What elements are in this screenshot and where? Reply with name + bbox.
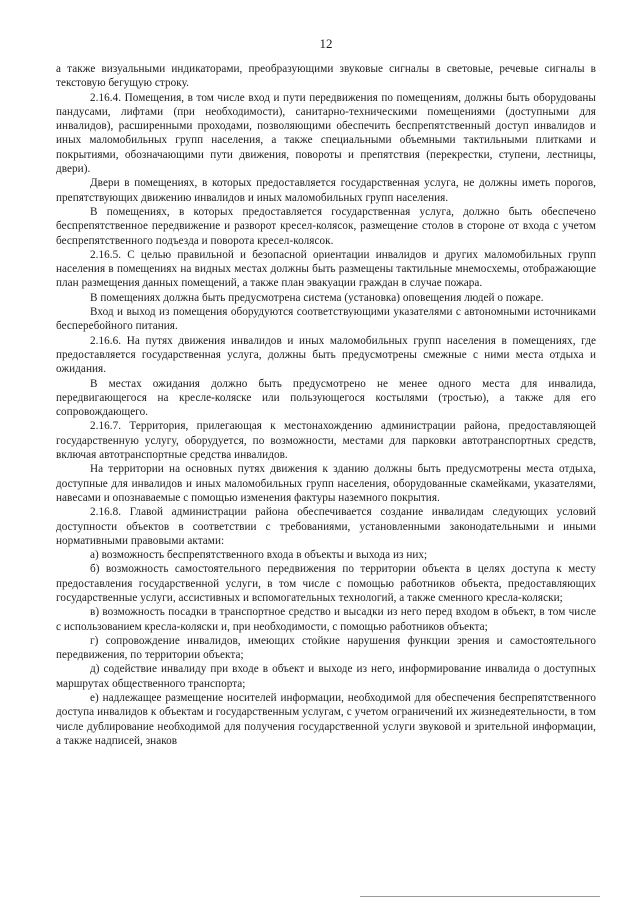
paragraph-wheelchair-movement: В помещениях, в которых предоставляется государственная услуга, должно быть обеспечено беспрепятственное передвижение и разворот кресел-колясок, размещение столов в стороне от входа с учетом беспрепятственного подъезда и поворота кресел-колясок.: [56, 205, 596, 247]
list-item-d: д) содействие инвалиду при входе в объект и выходе из него, информирование инвалида о доступных маршрутах общественного транспорта;: [56, 663, 596, 690]
list-item-e: е) надлежащее размещение носителей информации, необходимой для обеспечения беспрепятственного доступа инвалидов к объектам и государственным услугам, с учетом ограничений их жизнедеятельности, в том числе дублирование необходимой для получения государственной услуги звуковой и зрительной информации, а также надписей, знаков: [56, 692, 596, 747]
paragraph-2-16-5: 2.16.5. С целью правильной и безопасной ориентации инвалидов и других маломобильных групп населения в помещениях на видных местах должны быть размещены тактильные мнемосхемы, отображающие план размещения данных помещений, а также план эвакуации граждан в случае пожара.: [56, 248, 596, 290]
list-item-g: г) сопровождение инвалидов, имеющих стойкие нарушения функции зрения и самостоятельного передвижения, по территории объекта;: [56, 634, 596, 662]
document-page: [56, 36, 596, 748]
paragraph-2-16-4: 2.16.4. Помещения, в том числе вход и пути передвижения по помещениям, должны быть оборудованы пандусами, лифтами (при необходимости), санитарно-техническими помещениями (доступными для инвалидов), расширенными проходами, позволяющими обеспечить беспрепятственный доступ инвалидов и иных маломобильных групп населения, а также специальными объемными тактильными плитками и покрытиями, обозначающими пути движения, повороты и препятствия (перекрестки, ступени, лестницы, двери).: [56, 91, 596, 176]
paragraph-territory-rest-places: На территории на основных путях движения к зданию должны быть предусмотрены места отдыха, доступные для инвалидов и иных маломобильных групп населения, оборудованные скамейками, указателями, навесами и опознаваемые с помощью изменения фактуры наземного покрытия.: [56, 463, 596, 504]
paragraph-waiting-places: В местах ожидания должно быть предусмотрено не менее одного места для инвалида, передвигающегося на кресле-коляске или пользующегося костылями (тростью), а также для его сопровождающего.: [56, 377, 596, 419]
paragraph-entrance-exit: Вход и выход из помещения оборудуются соответствующими указателями с автономными источниками бесперебойного питания.: [56, 306, 596, 333]
paragraph-fire-alert: В помещениях должна быть предусмотрена система (установка) оповещения людей о пожаре.: [90, 291, 544, 304]
paragraph-doors: Двери в помещениях, в которых предоставляется государственная услуга, не должны иметь порогов, препятствующих движению инвалидов и иных маломобильных групп населения.: [56, 177, 596, 204]
page-number: 12: [319, 36, 333, 51]
paragraph-2-16-7: 2.16.7. Территория, прилегающая к местонахождению администрации района, предоставляющей государственную услугу, оборудуется, по возможности, местами для парковки автотранспортных средств, включая автотранспортные средства инвалидов.: [56, 420, 596, 462]
paragraph-continuation: а также визуальными индикаторами, преобразующими звуковые сигналы в световые, речевые сигналы в текстовую бегущую строку.: [56, 63, 596, 90]
list-item-a: а) возможность беспрепятственного входа в объекты и выхода из них;: [90, 549, 428, 562]
list-item-v: в) возможность посадки в транспортное средство и высадки из него перед входом в объект, в том числе с использованием кресла-коляски и, при необходимости, с помощью работников объекта;: [56, 606, 596, 633]
paragraph-2-16-8: 2.16.8. Главой администрации района обеспечивается создание инвалидам следующих условий доступности объектов в соответствии с требованиями, установленными законодательными и иными нормативными правовыми актами:: [56, 506, 596, 547]
paragraph-2-16-6: 2.16.6. На путях движения инвалидов и иных маломобильных групп населения в помещениях, где предоставляется государственная услуга, должны быть предусмотрены смежные с ними места отдыха и ожидания.: [56, 334, 596, 376]
scan-edge-line: [360, 896, 600, 897]
list-item-b: б) возможность самостоятельного передвижения по территории объекта в целях доступа к месту предоставления государственной услуги, в том числе с помощью работников объекта, предоставляющих государственные услуги, ассистивных и вспомогательных технологий, а также сменного кресла-коляски;: [56, 563, 596, 604]
